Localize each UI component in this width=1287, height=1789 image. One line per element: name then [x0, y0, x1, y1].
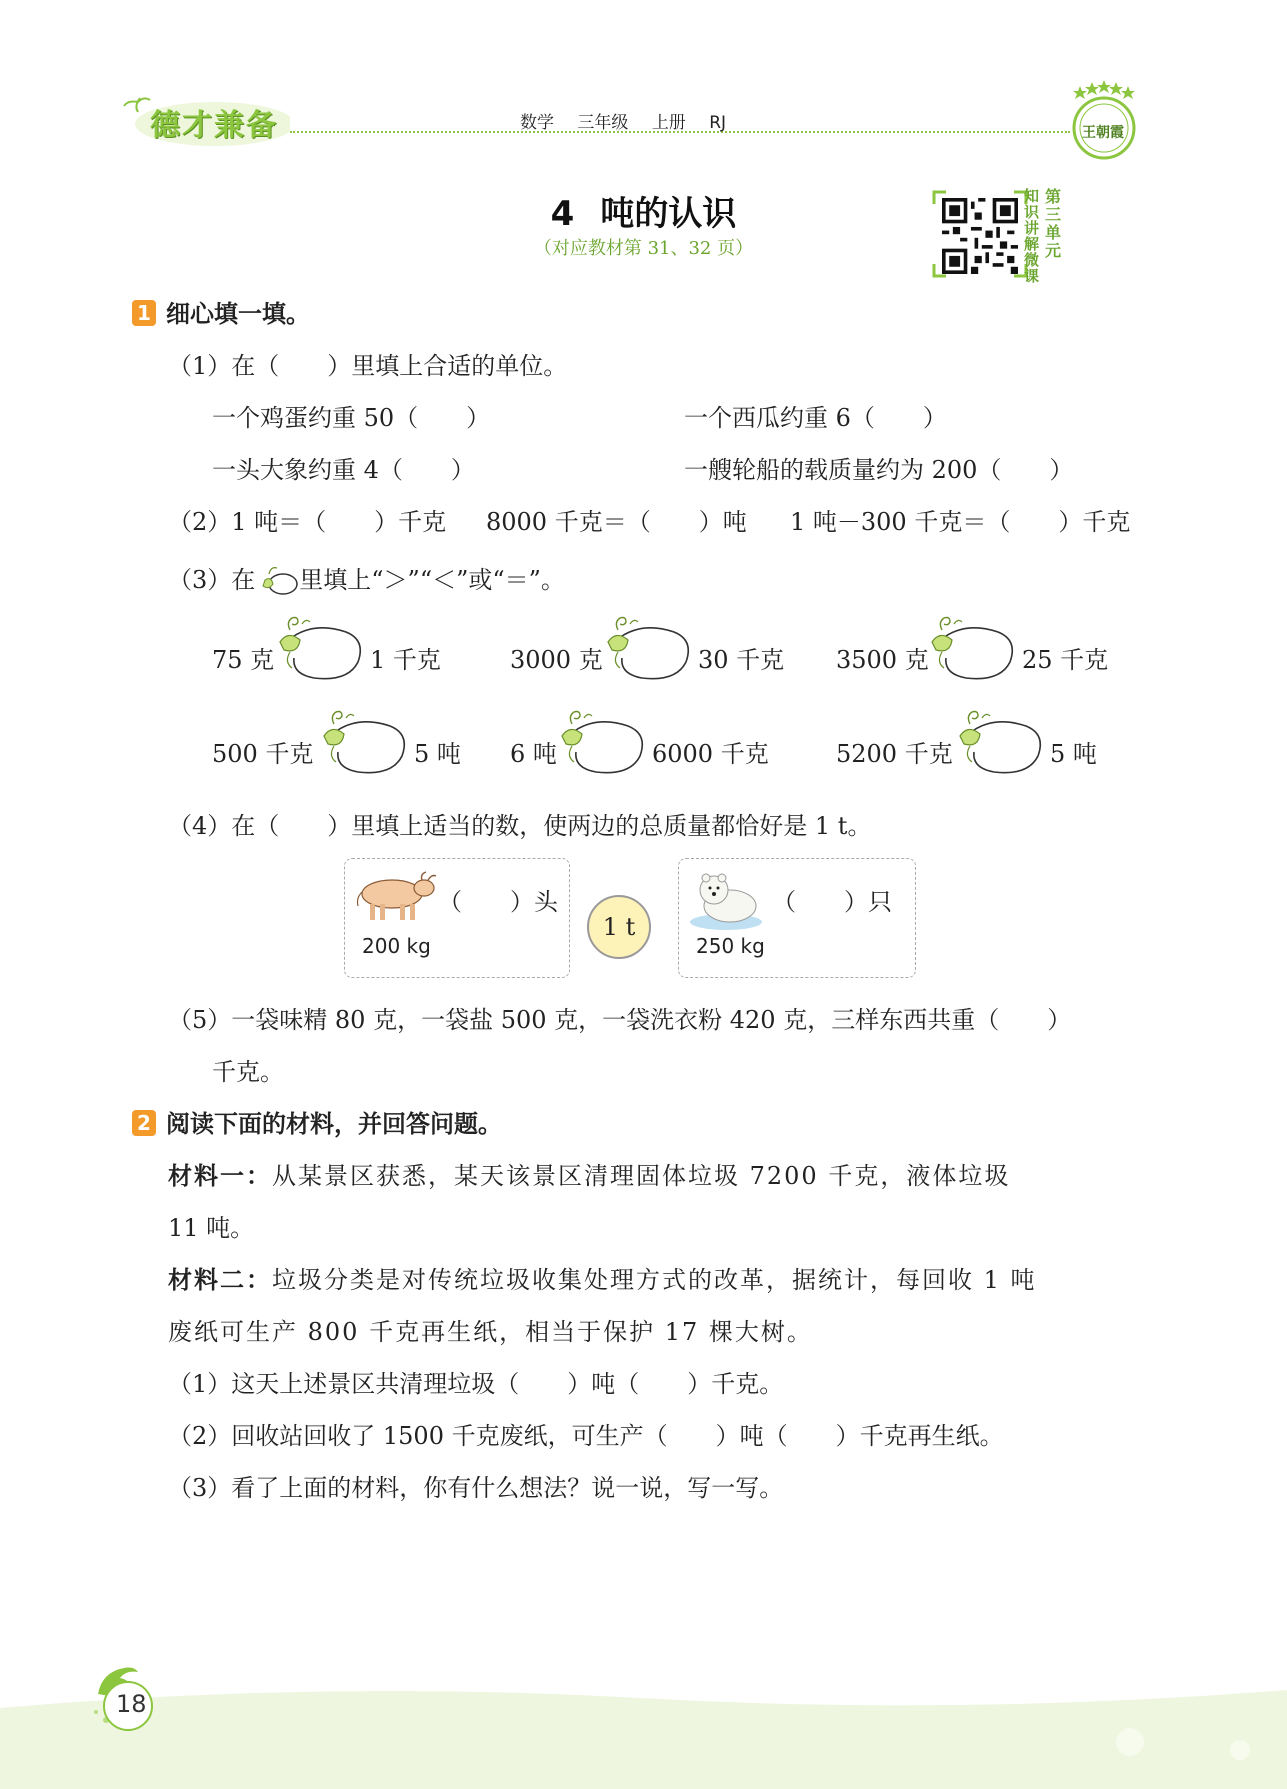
- qr-code-icon[interactable]: [942, 198, 1018, 274]
- book-info: [520, 108, 744, 133]
- lesson-number: 4: [550, 194, 575, 234]
- material-1-label: 材料一：: [168, 1162, 272, 1190]
- material-1-line-2: 11 吨。: [168, 1214, 255, 1242]
- compare-5-gourd-blank[interactable]: [558, 710, 648, 784]
- compare-5-right: 6000 千克: [652, 740, 769, 768]
- q1-prompt: （1）在（ ）里填上合适的单位。: [168, 352, 568, 380]
- compare-1-gourd-blank[interactable]: [276, 616, 366, 690]
- total-weight-circle: 1 t: [587, 895, 651, 959]
- material-2-label: 材料二：: [168, 1266, 272, 1294]
- q2-item-b: 8000 千克＝（ ）吨: [486, 508, 747, 536]
- section-2-heading: [132, 1104, 502, 1139]
- q2-item-c: 1 吨－300 千克＝（ ）千克: [790, 508, 1131, 536]
- textbook-reference: （对应教材第 31、32 页）: [533, 238, 754, 259]
- grade: 三年级: [577, 113, 629, 133]
- compare-4-right: 5 吨: [414, 740, 461, 768]
- q4-prompt: （4）在（ ）里填上适当的数，使两边的总质量都恰好是 1 t。: [168, 812, 872, 840]
- s2-q1: （1）这天上述景区共清理垃圾（ ）吨（ ）千克。: [168, 1370, 784, 1398]
- material-2-line-2: 废纸可生产 800 千克再生纸，相当于保护 17 棵大树。: [168, 1318, 813, 1346]
- compare-2-left: 3000 克: [510, 646, 603, 674]
- compare-6-right: 5 吨: [1050, 740, 1097, 768]
- q1-item-elephant: 一头大象约重 4（ ）: [212, 456, 475, 484]
- cow-icon: [352, 868, 440, 924]
- q3-prompt-post: 里填上“＞”“＜”或“＝”。: [299, 566, 565, 594]
- edition: RJ: [709, 113, 727, 133]
- compare-1-left: 75 克: [212, 646, 275, 674]
- lesson-title: 吨的认识: [600, 194, 737, 234]
- material-2-text: 垃圾分类是对传统垃圾收集处理方式的改革，据统计，每回收 1 吨: [272, 1266, 1037, 1294]
- compare-4-left: 500 千克: [212, 740, 314, 768]
- section-2-title: 阅读下面的材料，并回答问题。: [166, 1110, 502, 1138]
- polar-bear-icon: [686, 866, 768, 932]
- compare-6-gourd-blank[interactable]: [956, 710, 1046, 784]
- volume: 上册: [651, 113, 686, 133]
- q3-prompt-pre: （3）在: [168, 566, 256, 594]
- section-1-heading: [132, 294, 310, 329]
- compare-1-right: 1 千克: [370, 646, 441, 674]
- section-1-title: 细心填一填。: [166, 300, 310, 328]
- q4-left-blank: （ ）头: [438, 888, 558, 916]
- gourd-icon: [255, 562, 299, 598]
- unit-label: 第三单元: [1045, 187, 1062, 260]
- q1-item-ship: 一艘轮船的载质量约为 200（ ）: [684, 456, 1074, 484]
- compare-5-left: 6 吨: [510, 740, 557, 768]
- compare-6-left: 5200 千克: [836, 740, 953, 768]
- q4-left-weight: 200 kg: [362, 934, 431, 958]
- section-1-badge: 1: [132, 300, 156, 326]
- q5-line-1: （5）一袋味精 80 克，一袋盐 500 克，一袋洗衣粉 420 克，三样东西共重（ ）: [168, 1006, 1072, 1034]
- compare-3-left: 3500 克: [836, 646, 929, 674]
- q1-item-watermelon: 一个西瓜约重 6（ ）: [684, 404, 947, 432]
- q5-line-2: 千克。: [212, 1058, 284, 1086]
- q4-right-blank: （ ）只: [772, 888, 892, 916]
- compare-2-gourd-blank[interactable]: [604, 616, 694, 690]
- q4-right-weight: 250 kg: [696, 934, 765, 958]
- subject: 数学: [520, 113, 554, 133]
- section-2-badge: 2: [132, 1110, 156, 1136]
- page-title: [0, 186, 1287, 235]
- compare-4-gourd-blank[interactable]: [320, 710, 410, 784]
- q3-prompt: [168, 560, 565, 598]
- micro-lesson-label: 知识讲解微课: [1024, 187, 1040, 285]
- q2-item-a: （2）1 吨＝（ ）千克: [168, 508, 447, 536]
- material-2-line-1: [168, 1260, 1037, 1295]
- compare-3-gourd-blank[interactable]: [928, 616, 1018, 690]
- brand-name: 德才兼备: [150, 108, 278, 143]
- s2-q3: （3）看了上面的材料，你有什么想法？说一说，写一写。: [168, 1474, 784, 1502]
- seal-text: 王朝霞: [1082, 125, 1124, 141]
- footer-background: [0, 1680, 1287, 1789]
- compare-2-right: 30 千克: [698, 646, 785, 674]
- compare-3-right: 25 千克: [1022, 646, 1109, 674]
- s2-q2: （2）回收站回收了 1500 千克废纸，可生产（ ）吨（ ）千克再生纸。: [168, 1422, 1004, 1450]
- material-1-line-1: [168, 1156, 1010, 1191]
- q1-item-egg: 一个鸡蛋约重 50（ ）: [212, 404, 491, 432]
- material-1-text: 从某景区获悉，某天该景区清理固体垃圾 7200 千克，液体垃圾: [272, 1162, 1011, 1190]
- page-number: 18: [116, 1690, 147, 1718]
